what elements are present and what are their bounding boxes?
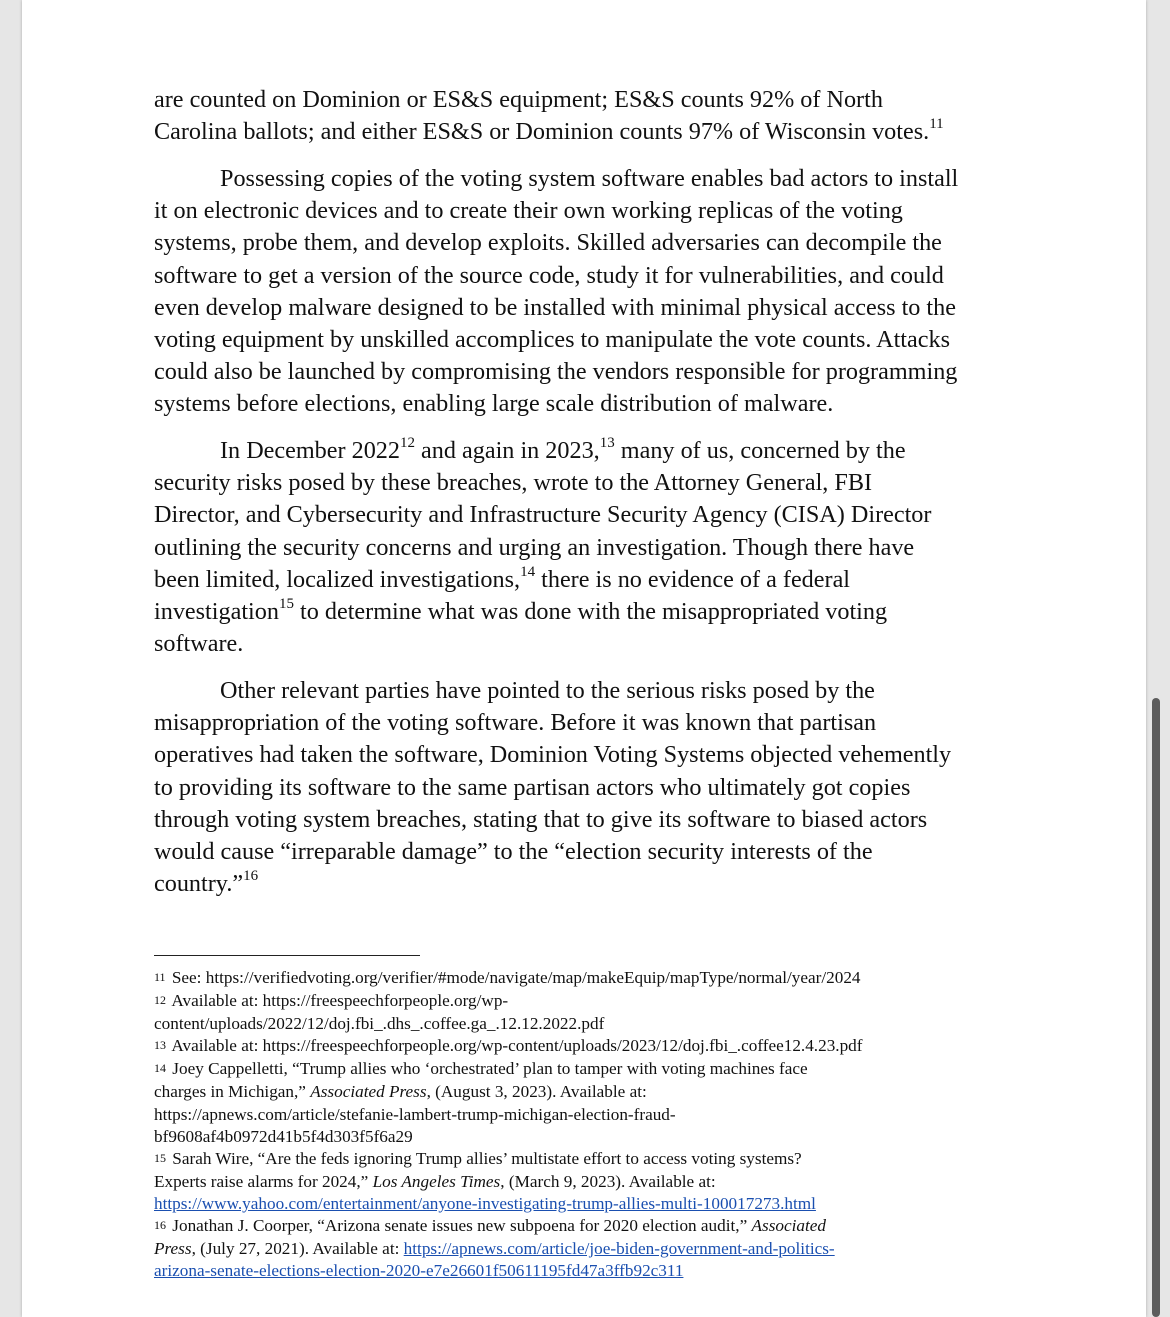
footnote-number: 13	[154, 1038, 166, 1053]
footnote-text: Jonathan J. Coorper, “Arizona senate issues new subpoena for 2020 election audit,”	[172, 1216, 752, 1236]
footnote-15-cont	[154, 1171, 1034, 1193]
text-line: it on electronic devices and to create their own working replicas of the voting	[154, 197, 903, 225]
footnote-ref-14[interactable]: 14	[520, 563, 536, 580]
publication-name: Associated Press	[310, 1082, 427, 1102]
text-line	[154, 116, 1024, 148]
footnote-text: Available at: https://freespeechforpeople.org/wp-	[171, 991, 509, 1011]
footnotes	[154, 967, 1034, 1282]
text-line: through voting system breaches, stating that to give its software to biased actors	[154, 805, 928, 833]
text-line	[154, 564, 1024, 596]
apnews-article-link[interactable]: https://apnews.com/article/joe-biden-government-and-politics-	[403, 1239, 835, 1259]
footnote-14-cont	[154, 1081, 1034, 1103]
text-line	[154, 435, 1024, 467]
text-line: software to get a version of the source code, study it for vulnerabilities, and could	[154, 261, 944, 289]
document-body	[154, 84, 1024, 915]
text-line: Director, and Cybersecurity and Infrastructure Security Agency (CISA) Director	[154, 501, 932, 529]
footnote-number: 16	[154, 1218, 166, 1233]
paragraph-3	[154, 435, 1024, 660]
text-line: Possessing copies of the voting system software enables bad actors to install	[220, 164, 959, 192]
text-line: even develop malware designed to be installed with minimal physical access to the	[154, 293, 956, 321]
text-line: software.	[154, 630, 244, 658]
footnote-16-cont	[154, 1238, 1034, 1260]
footnote-ref-15[interactable]: 15	[278, 596, 294, 613]
footnote-ref-16[interactable]: 16	[243, 868, 259, 885]
footnote-number: 14	[154, 1061, 166, 1076]
text-line: are counted on Dominion or ES&S equipment; ES&S counts 92% of North	[154, 86, 883, 113]
text-line	[154, 596, 1024, 628]
publication-name: Press	[154, 1239, 192, 1259]
footnote-ref-11[interactable]: 11	[929, 116, 944, 133]
text-line: systems before elections, enabling large scale distribution of malware.	[154, 390, 834, 418]
text-line: could also be launched by compromising the vendors responsible for programming	[154, 358, 958, 386]
text-segment: been limited, localized investigations,	[154, 565, 521, 593]
footnote-16	[154, 1215, 1034, 1238]
paragraph-2	[154, 163, 1024, 421]
yahoo-article-link[interactable]: https://www.yahoo.com/entertainment/anyone-investigating-trump-allies-multi-100017273.html	[154, 1193, 816, 1213]
text-line: voting equipment by unskilled accomplices to manipulate the vote counts. Attacks	[154, 325, 951, 353]
footnote-ref-12[interactable]: 12	[400, 435, 415, 452]
text-line: systems, probe them, and develop exploits. Skilled adversaries can decompile the	[154, 229, 942, 257]
apnews-article-link-cont[interactable]: arizona-senate-elections-election-2020-e7e26601f50611195fd47a3ffb92c311	[154, 1261, 684, 1281]
footnote-text: , (March 9, 2023). Available at:	[500, 1171, 716, 1191]
text-line: Other relevant parties have pointed to the serious risks posed by the	[220, 676, 875, 704]
publication-name: Associated	[751, 1216, 826, 1236]
footnote-text: Available at: https://freespeechforpeople.org/wp-content/uploads/2023/12/doj.fbi_.coffee12.4.23.pdf	[171, 1036, 863, 1056]
footnote-text: , (August 3, 2023). Available at:	[426, 1082, 647, 1102]
footnote-text: , (July 27, 2021). Available at:	[191, 1239, 404, 1259]
footnote-number: 12	[154, 993, 166, 1008]
text-segment: investigation	[154, 598, 279, 626]
footnote-14-cont: https://apnews.com/article/stefanie-lambert-trump-michigan-election-fraud-	[154, 1104, 676, 1124]
paragraph-1	[154, 84, 1024, 148]
text-segment: and again in 2023,	[415, 437, 600, 465]
paragraph-4	[154, 675, 1024, 900]
footnote-number: 11	[154, 970, 166, 984]
footnote-15	[154, 1148, 1034, 1171]
footnote-15-cont	[154, 1193, 1034, 1215]
text-line: operatives had taken the software, Dominion Voting Systems objected vehemently	[154, 741, 952, 769]
footnote-text: Sarah Wire, “Are the feds ignoring Trump allies’ multistate effort to access voting systems?	[172, 1148, 802, 1168]
footnote-separator	[154, 955, 420, 956]
text-line: outlining the security concerns and urging an investigation. Though there have	[154, 533, 915, 561]
footnote-14-cont: bf9608af4b0972d41b5f4d303f5f6a29	[154, 1126, 413, 1146]
text-segment: In December 2022	[220, 437, 400, 465]
text-segment: Carolina ballots; and either ES&S or Dominion counts 97% of Wisconsin votes.	[154, 118, 930, 146]
footnote-13	[154, 1035, 1034, 1058]
footnote-12	[154, 990, 1034, 1013]
text-segment: many of us, concerned by the	[614, 437, 906, 465]
text-line: security risks posed by these breaches, wrote to the Attorney General, FBI	[154, 469, 873, 497]
footnote-text: See: https://verifiedvoting.org/verifier/#mode/navigate/map/makeEquip/mapType/normal/year/2024	[171, 968, 861, 987]
text-segment: to determine what was done with the misappropriated voting	[293, 598, 888, 626]
footnote-11	[154, 967, 1034, 990]
publication-name: Los Angeles Times	[372, 1171, 501, 1191]
footnote-number: 15	[154, 1150, 166, 1165]
text-segment: country.”	[154, 870, 244, 898]
footnote-ref-13[interactable]: 13	[599, 435, 615, 452]
footnote-14	[154, 1058, 1034, 1081]
scrollbar-thumb[interactable]	[1152, 698, 1160, 1317]
footnote-text: Joey Cappelletti, “Trump allies who ‘orchestrated’ plan to tamper with voting machines face	[172, 1059, 808, 1079]
text-line: to providing its software to the same partisan actors who ultimately got copies	[154, 773, 911, 801]
footnote-12-cont: content/uploads/2022/12/doj.fbi_.dhs_.coffee.ga_.12.12.2022.pdf	[154, 1014, 605, 1034]
text-segment: there is no evidence of a federal	[535, 565, 851, 593]
text-line: would cause “irreparable damage” to the “election security interests of the	[154, 837, 873, 865]
footnote-text: charges in Michigan,”	[154, 1082, 311, 1102]
footnote-16-cont	[154, 1260, 1034, 1282]
text-line	[154, 868, 1024, 900]
footnote-text: Experts raise alarms for 2024,”	[154, 1171, 373, 1191]
text-line: misappropriation of the voting software. Before it was known that partisan	[154, 709, 877, 737]
